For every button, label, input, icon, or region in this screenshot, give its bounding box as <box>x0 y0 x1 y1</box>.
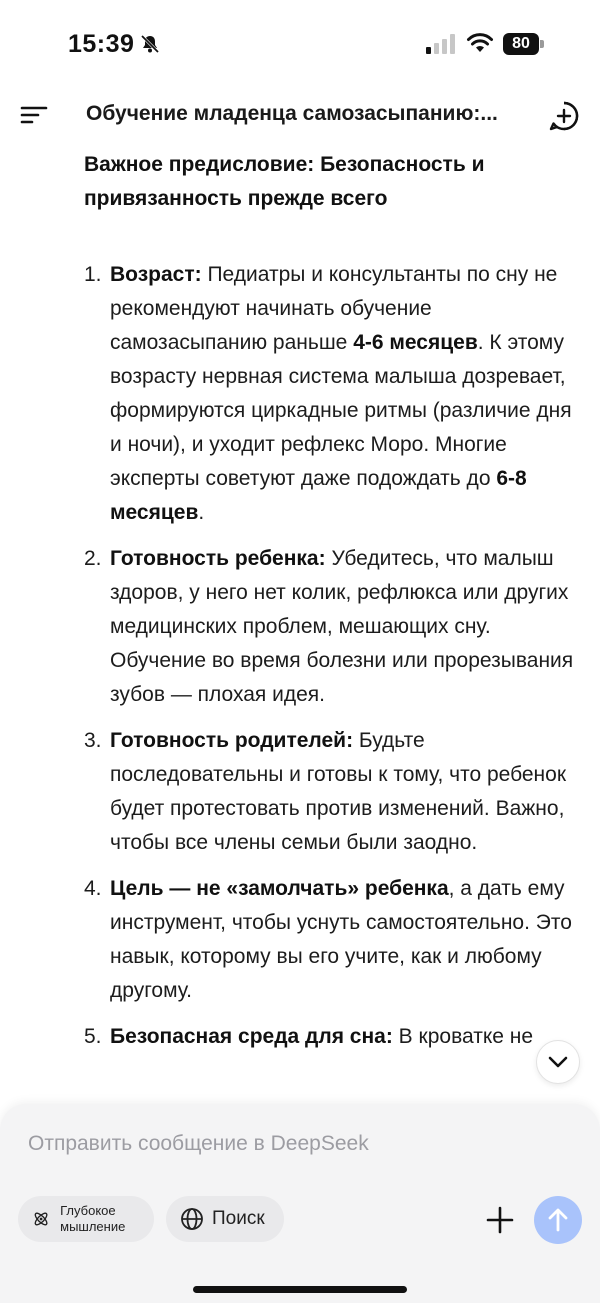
intro-heading: Важное предисловие: Безопасность и привязанность прежде всего <box>84 153 485 210</box>
item-bold-text: Готовность ребенка: <box>110 547 326 570</box>
list-item <box>84 724 584 860</box>
message-input[interactable] <box>28 1132 548 1156</box>
home-indicator <box>193 1286 407 1293</box>
item-number: 4. <box>84 877 102 900</box>
new-chat-icon[interactable] <box>548 100 580 132</box>
attach-plus-icon[interactable] <box>484 1204 516 1236</box>
item-bold-text: Цель — не «замолчать» ребенка <box>110 877 449 900</box>
list-item <box>84 1020 584 1054</box>
item-number: 5. <box>84 1025 102 1048</box>
arrow-up-icon <box>547 1208 569 1232</box>
item-bold-text: Готовность родителей: <box>110 729 354 752</box>
search-toggle[interactable] <box>166 1196 284 1242</box>
item-plain-text: . К этому возрасту нервная система малыша дозревает, формируются циркадные ритмы (различие дня и ночи), и уходит рефлекс Моро. Многие эксперты советуют даже подождать до <box>110 331 572 490</box>
list-item <box>84 872 584 1008</box>
item-text <box>110 724 584 860</box>
item-bold-text: Возраст: <box>110 263 202 286</box>
item-number: 3. <box>84 729 102 752</box>
chat-header <box>0 90 600 142</box>
item-bold-text: 4-6 месяцев <box>353 331 478 354</box>
item-text <box>110 872 584 1008</box>
item-text <box>110 258 584 530</box>
item-number: 1. <box>84 263 102 286</box>
battery-indicator <box>503 33 545 55</box>
scroll-down-button[interactable] <box>536 1040 580 1084</box>
search-label: Поиск <box>212 1208 265 1229</box>
status-bar <box>0 0 600 90</box>
item-plain-text: . <box>198 501 205 524</box>
globe-icon <box>180 1207 204 1231</box>
item-text <box>110 542 584 712</box>
item-bold-text: 6-8 месяцев <box>110 467 527 524</box>
list-item <box>84 542 584 712</box>
bell-muted-icon <box>140 34 160 54</box>
assistant-message <box>84 148 584 1103</box>
numbered-list <box>84 258 584 1054</box>
battery-level: 80 <box>503 33 539 55</box>
chat-title[interactable]: Обучение младенца самозасыпанию:... <box>86 102 498 125</box>
item-plain-text: , а дать ему инструмент, чтобы уснуть самостоятельно. Это навык, которому вы его учите, как и любому другому. <box>110 877 572 1002</box>
item-plain-text: Убедитесь, что малыш здоров, у него нет колик, рефлюкса или других медицинских проблем, мешающих сну. Обучение во время болезни или прорезывания зубов — плохая идея. <box>110 547 574 706</box>
signal-icon <box>424 33 458 55</box>
item-bold-text: Безопасная среда для сна: <box>110 1025 393 1048</box>
item-number: 2. <box>84 547 102 570</box>
deep-think-toggle[interactable] <box>18 1196 154 1242</box>
item-plain-text: Педиатры и консультанты по сну не рекомендуют начинать обучение самозасыпанию раньше <box>110 263 558 354</box>
menu-icon[interactable] <box>20 104 48 126</box>
chevron-down-icon <box>548 1056 568 1068</box>
atom-icon <box>32 1207 50 1231</box>
wifi-icon <box>466 32 494 54</box>
list-item <box>84 258 584 530</box>
battery-tip <box>540 40 544 48</box>
deep-think-label: Глубокое мышление <box>60 1203 126 1234</box>
composer <box>0 1104 600 1303</box>
item-plain-text: Будьте последовательны и готовы к тому, что ребенок будет протестовать против изменений. Важно, чтобы все члены семьи были заодно. <box>110 729 567 854</box>
item-text <box>110 1020 584 1054</box>
status-time: 15:39 <box>68 30 135 58</box>
item-plain-text: В кроватке не <box>392 1025 534 1048</box>
send-button[interactable] <box>534 1196 582 1244</box>
